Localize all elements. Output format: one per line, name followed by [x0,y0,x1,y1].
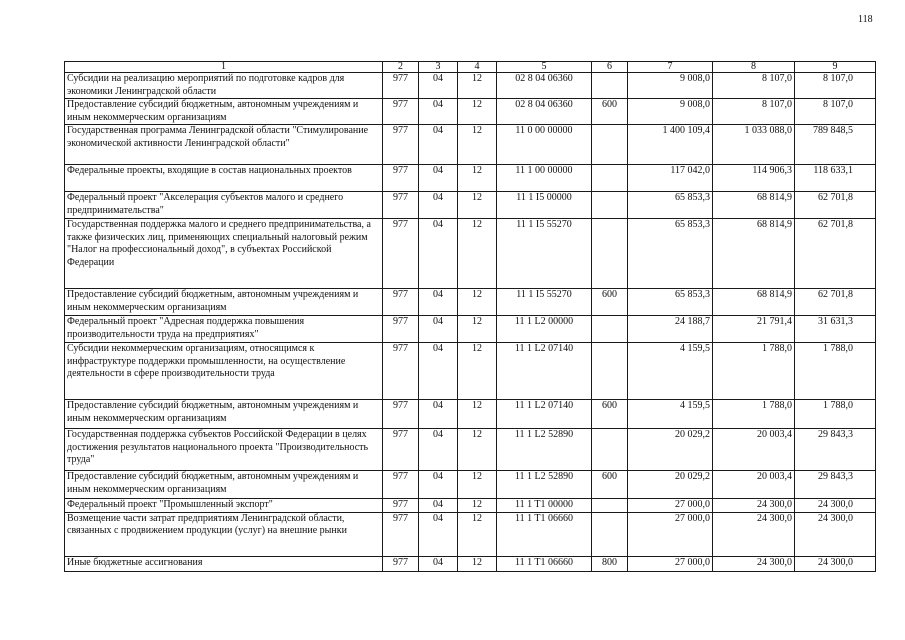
amount-year1: 27 000,0 [628,499,713,513]
section-code: 04 [419,343,458,400]
column-header: 4 [458,62,497,73]
column-header: 1 [65,62,383,73]
row-name: Предоставление субсидий бюджетным, автономным учреждениям и иным некоммерческим организациям [65,99,383,125]
table-row [65,556,876,571]
section-code: 04 [419,316,458,343]
row-name: Иные бюджетные ассигнования [65,556,383,571]
subsection-code: 12 [458,343,497,400]
admin-code: 977 [383,192,419,219]
table-row [65,512,876,556]
target-article-code: 11 1 L2 00000 [497,316,592,343]
column-header: 6 [592,62,628,73]
row-name: Субсидии некоммерческим организациям, относящимся к инфраструктуре поддержки промышленности, на осуществление деятельности в сфере производительности труда [65,343,383,400]
target-article-code: 11 1 I5 55270 [497,289,592,316]
expense-type-code [592,73,628,99]
table-row [65,165,876,192]
amount-year2: 68 814,9 [713,192,795,219]
row-name: Предоставление субсидий бюджетным, автономным учреждениям и иным некоммерческим организациям [65,471,383,499]
subsection-code: 12 [458,499,497,513]
row-name: Государственная поддержка субъектов Российской Федерации в целях достижения результатов национального проекта "Производительность труда" [65,429,383,471]
section-code: 04 [419,289,458,316]
amount-year2: 68 814,9 [713,289,795,316]
admin-code: 977 [383,316,419,343]
table-row [65,343,876,400]
header-row [65,62,876,73]
amount-year2: 8 107,0 [713,99,795,125]
target-article-code: 11 0 00 00000 [497,125,592,165]
subsection-code: 12 [458,99,497,125]
amount-year3: 1 788,0 [795,343,876,400]
amount-year2: 1 788,0 [713,400,795,429]
amount-year1: 9 008,0 [628,73,713,99]
expense-type-code [592,316,628,343]
admin-code: 977 [383,165,419,192]
table-row [65,289,876,316]
subsection-code: 12 [458,192,497,219]
row-name: Предоставление субсидий бюджетным, автономным учреждениям и иным некоммерческим организациям [65,400,383,429]
page-number: 118 [858,14,873,25]
column-header: 2 [383,62,419,73]
amount-year3: 8 107,0 [795,99,876,125]
amount-year2: 24 300,0 [713,556,795,571]
subsection-code: 12 [458,471,497,499]
target-article-code: 11 1 T1 06660 [497,512,592,556]
admin-code: 977 [383,556,419,571]
section-code: 04 [419,556,458,571]
admin-code: 977 [383,343,419,400]
admin-code: 977 [383,219,419,289]
admin-code: 977 [383,99,419,125]
expense-type-code [592,512,628,556]
amount-year2: 24 300,0 [713,512,795,556]
table-row [65,99,876,125]
subsection-code: 12 [458,316,497,343]
amount-year1: 1 400 109,4 [628,125,713,165]
expense-type-code [592,165,628,192]
target-article-code: 02 8 04 06360 [497,73,592,99]
amount-year1: 117 042,0 [628,165,713,192]
target-article-code: 11 1 I5 55270 [497,219,592,289]
section-code: 04 [419,192,458,219]
row-name: Субсидии на реализацию мероприятий по подготовке кадров для экономики Ленинградской области [65,73,383,99]
target-article-code: 11 1 L2 52890 [497,429,592,471]
amount-year1: 65 853,3 [628,192,713,219]
column-header: 9 [795,62,876,73]
expense-type-code [592,125,628,165]
amount-year3: 31 631,3 [795,316,876,343]
amount-year2: 20 003,4 [713,471,795,499]
column-header: 8 [713,62,795,73]
target-article-code: 11 1 T1 06660 [497,556,592,571]
admin-code: 977 [383,499,419,513]
amount-year2: 21 791,4 [713,316,795,343]
subsection-code: 12 [458,512,497,556]
section-code: 04 [419,512,458,556]
expense-type-code [592,429,628,471]
amount-year1: 27 000,0 [628,512,713,556]
expense-type-code [592,343,628,400]
amount-year1: 65 853,3 [628,219,713,289]
amount-year3: 118 633,1 [795,165,876,192]
amount-year2: 1 788,0 [713,343,795,400]
admin-code: 977 [383,400,419,429]
table-row [65,499,876,513]
amount-year2: 68 814,9 [713,219,795,289]
row-name: Федеральный проект "Акселерация субъектов малого и среднего предпринимательства" [65,192,383,219]
expense-type-code [592,499,628,513]
amount-year1: 4 159,5 [628,343,713,400]
table-row [65,316,876,343]
admin-code: 977 [383,512,419,556]
amount-year2: 24 300,0 [713,499,795,513]
amount-year1: 20 029,2 [628,429,713,471]
budget-table [64,61,876,572]
expense-type-code: 600 [592,99,628,125]
section-code: 04 [419,219,458,289]
subsection-code: 12 [458,429,497,471]
expense-type-code: 800 [592,556,628,571]
row-name: Федеральные проекты, входящие в состав национальных проектов [65,165,383,192]
target-article-code: 11 1 I5 00000 [497,192,592,219]
section-code: 04 [419,499,458,513]
admin-code: 977 [383,289,419,316]
subsection-code: 12 [458,400,497,429]
table-row [65,192,876,219]
amount-year3: 62 701,8 [795,289,876,316]
row-name: Возмещение части затрат предприятиям Ленинградской области, связанных с продвижением продукции (услуг) на внешние рынки [65,512,383,556]
column-header: 3 [419,62,458,73]
row-name: Федеральный проект "Адресная поддержка повышения производительности труда на предприятиях" [65,316,383,343]
amount-year2: 1 033 088,0 [713,125,795,165]
table-row [65,471,876,499]
amount-year3: 24 300,0 [795,512,876,556]
amount-year3: 24 300,0 [795,556,876,571]
admin-code: 977 [383,471,419,499]
target-article-code: 11 1 00 00000 [497,165,592,192]
expense-type-code: 600 [592,400,628,429]
amount-year3: 29 843,3 [795,471,876,499]
subsection-code: 12 [458,165,497,192]
section-code: 04 [419,73,458,99]
expense-type-code [592,219,628,289]
amount-year1: 9 008,0 [628,99,713,125]
subsection-code: 12 [458,125,497,165]
table-row [65,219,876,289]
table-row [65,125,876,165]
section-code: 04 [419,429,458,471]
expense-type-code [592,192,628,219]
subsection-code: 12 [458,219,497,289]
row-name: Федеральный проект "Промышленный экспорт" [65,499,383,513]
target-article-code: 11 1 L2 52890 [497,471,592,499]
admin-code: 977 [383,429,419,471]
amount-year3: 29 843,3 [795,429,876,471]
table-row [65,73,876,99]
target-article-code: 11 1 T1 00000 [497,499,592,513]
amount-year1: 4 159,5 [628,400,713,429]
section-code: 04 [419,471,458,499]
amount-year3: 24 300,0 [795,499,876,513]
row-name: Государственная программа Ленинградской области "Стимулирование экономической активности Ленинградской области" [65,125,383,165]
amount-year1: 24 188,7 [628,316,713,343]
amount-year3: 8 107,0 [795,73,876,99]
row-name: Предоставление субсидий бюджетным, автономным учреждениям и иным некоммерческим организациям [65,289,383,316]
amount-year3: 62 701,8 [795,192,876,219]
expense-type-code: 600 [592,471,628,499]
amount-year2: 8 107,0 [713,73,795,99]
section-code: 04 [419,125,458,165]
amount-year2: 114 906,3 [713,165,795,192]
table-row [65,429,876,471]
amount-year1: 27 000,0 [628,556,713,571]
section-code: 04 [419,400,458,429]
amount-year1: 20 029,2 [628,471,713,499]
section-code: 04 [419,165,458,192]
target-article-code: 11 1 L2 07140 [497,400,592,429]
target-article-code: 11 1 L2 07140 [497,343,592,400]
admin-code: 977 [383,73,419,99]
amount-year3: 789 848,5 [795,125,876,165]
amount-year2: 20 003,4 [713,429,795,471]
section-code: 04 [419,99,458,125]
admin-code: 977 [383,125,419,165]
target-article-code: 02 8 04 06360 [497,99,592,125]
table-row [65,400,876,429]
subsection-code: 12 [458,289,497,316]
expense-type-code: 600 [592,289,628,316]
column-header: 7 [628,62,713,73]
amount-year1: 65 853,3 [628,289,713,316]
row-name: Государственная поддержка малого и среднего предпринимательства, а также физических лиц, применяющих специальный налоговый режим "Налог на профессиональный доход", в субъектах Российской Федерации [65,219,383,289]
subsection-code: 12 [458,556,497,571]
amount-year3: 62 701,8 [795,219,876,289]
amount-year3: 1 788,0 [795,400,876,429]
subsection-code: 12 [458,73,497,99]
column-header: 5 [497,62,592,73]
